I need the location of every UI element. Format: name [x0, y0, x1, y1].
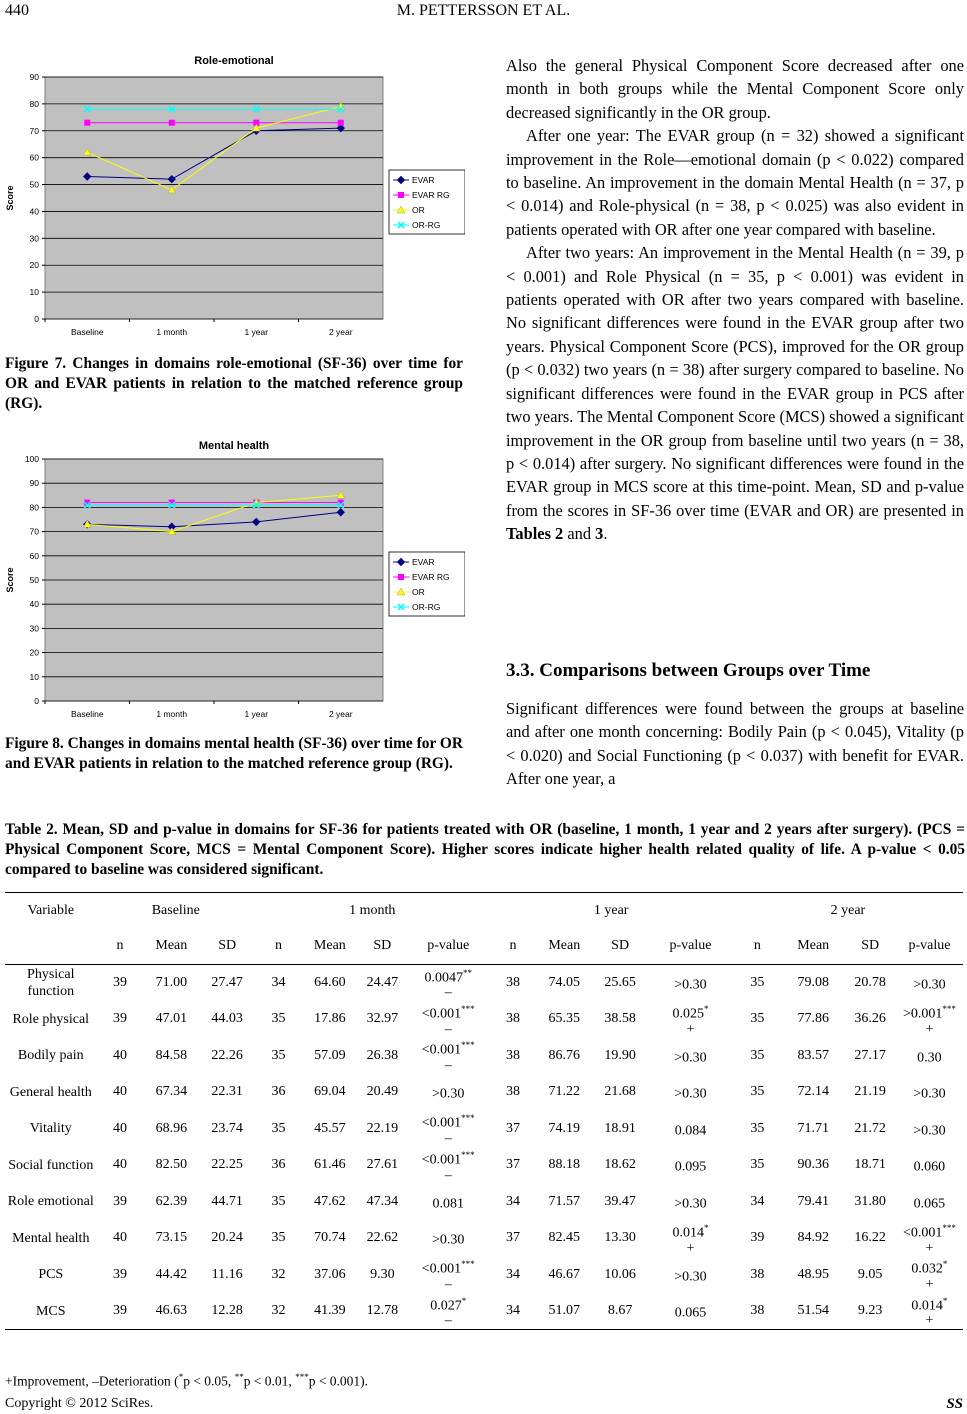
table-cell: 38: [733, 1293, 782, 1330]
table-row: [5, 1074, 963, 1111]
table-cell: General health: [9, 1084, 92, 1100]
table-cell: 21.19: [854, 1084, 886, 1100]
y-tick-label: 60: [29, 152, 39, 163]
journal-abbr: SS: [946, 1396, 963, 1412]
table-cell: PCS: [38, 1267, 64, 1283]
y-tick-label: 30: [29, 233, 39, 244]
table-cell: 72.14: [797, 1084, 829, 1100]
table-cell: 12.28: [199, 1293, 255, 1330]
table-cell: 8.67: [592, 1293, 648, 1330]
table-row: [5, 1257, 963, 1294]
table-cell: 40: [112, 1120, 127, 1136]
p-value-cell: 0.30: [917, 1050, 942, 1066]
p-value-cell: >0.30: [913, 977, 946, 993]
table-cell: 57.09: [314, 1047, 346, 1063]
table-cell: 71.22: [548, 1084, 581, 1100]
table-subheader: SD: [358, 929, 407, 965]
legend-label: OR: [412, 205, 425, 215]
p-value-cell: 0.095: [674, 1160, 707, 1176]
x-tick-label: 2 year: [328, 709, 353, 719]
table-cell: 69.04: [314, 1084, 346, 1100]
y-axis-label: Score: [5, 567, 15, 593]
figure-7-caption: Figure 7. Changes in domains role-emotional (SF-36) over time for OR and EVAR patients in relation to the matched reference group (RG).: [5, 355, 463, 412]
table-cell: 32.97: [366, 1011, 399, 1027]
table-cell: 34: [505, 1266, 520, 1282]
table-cell: 17.86: [314, 1011, 346, 1027]
legend-label: OR: [412, 587, 425, 597]
p-value-cell: >0.30: [431, 1087, 465, 1103]
y-tick-label: 70: [29, 526, 39, 537]
table-cell: 39: [112, 975, 127, 990]
y-tick-label: 50: [29, 575, 39, 585]
table-cell: 11.16: [211, 1266, 243, 1282]
figure-7-chart: [5, 52, 465, 344]
table-cell: Mental health: [12, 1230, 90, 1246]
p-value-cell: >0.30: [674, 1269, 707, 1285]
p-value-cell: <0.001*** –: [421, 1040, 475, 1074]
figure-8-chart: [5, 437, 465, 727]
table-subheader: SD: [199, 929, 255, 965]
legend-marker: [398, 574, 404, 580]
p-value-cell: >0.30: [913, 1123, 946, 1139]
table-cell: 74.05: [548, 975, 581, 990]
data-point: [169, 120, 175, 126]
table-cell: 39.47: [604, 1193, 636, 1209]
p-value-cell: <0.001*** –: [421, 1259, 475, 1293]
p-value-cell: 0.014* +: [672, 1222, 709, 1256]
table-cell: 44.42: [155, 1266, 188, 1282]
table-cell: 39: [750, 1230, 765, 1246]
y-tick-label: 100: [24, 454, 39, 464]
p-value-cell: >0.30: [431, 1233, 465, 1249]
table-subheader: p-value: [896, 929, 963, 965]
p-value-cell: >0.30: [913, 1087, 946, 1103]
table-cell: 71.71: [797, 1120, 829, 1136]
table-cell: 74.19: [548, 1120, 581, 1136]
role-emotional-chart-svg: [5, 52, 465, 344]
table-cell: 27.61: [366, 1157, 399, 1173]
p-value-cell: 0.025* +: [672, 1003, 709, 1037]
table-cell: 44.71: [211, 1193, 243, 1209]
table-subheader: SD: [592, 929, 648, 965]
data-point: [84, 120, 90, 126]
table-cell: 34: [490, 1293, 537, 1330]
p-value-cell: 0.027* –: [407, 1293, 490, 1330]
table-cell: 34: [750, 1193, 765, 1209]
table-subheader: n: [255, 929, 302, 965]
table-cell: 35: [271, 1193, 286, 1209]
table-cell: MCS: [5, 1293, 97, 1330]
table-subheader: n: [97, 929, 144, 965]
table-header: 1 month: [349, 902, 396, 918]
table-cell: 39: [112, 1011, 127, 1027]
y-tick-label: 40: [29, 599, 39, 610]
table-cell: 25.65: [604, 975, 636, 990]
table-cell: 18.62: [604, 1157, 636, 1173]
table-cell: 12.78: [358, 1293, 407, 1330]
table-cell: 26.38: [366, 1047, 399, 1063]
table-cell: 88.18: [548, 1157, 581, 1173]
p-value-cell: >0.30: [674, 977, 707, 993]
table-cell: 79.08: [797, 975, 829, 990]
table-cell: Physical function: [27, 967, 75, 999]
table-cell: 20.78: [854, 975, 886, 990]
y-axis-label: Score: [5, 185, 15, 211]
table-cell: 40: [112, 1230, 127, 1246]
p-value-cell: 0.032* +: [911, 1259, 948, 1293]
table-subheader: Mean: [302, 929, 358, 965]
table-cell: 35: [271, 1120, 286, 1136]
p-value-cell: <0.001*** –: [421, 1149, 475, 1183]
y-tick-label: 10: [29, 671, 39, 682]
table-cell: 34: [505, 1193, 520, 1209]
y-tick-label: 10: [29, 287, 39, 298]
table-header: Variable: [27, 902, 75, 918]
table-2: [5, 892, 963, 1330]
table-subheader: p-value: [407, 929, 490, 965]
y-tick-label: 0: [34, 696, 39, 706]
table-cell: 38: [505, 1011, 520, 1027]
p-value-cell: 0.014* +: [896, 1293, 963, 1330]
table-cell: 73.15: [155, 1230, 188, 1246]
table-cell: 39: [112, 1193, 127, 1209]
table-cell: 46.63: [143, 1293, 199, 1330]
table-cell: 23.74: [211, 1120, 243, 1136]
table-subheader: SD: [845, 929, 896, 965]
p-value-cell: 0.0047** –: [424, 967, 472, 1001]
table-subheader: n: [733, 929, 782, 965]
p-value-cell: >0.001*** +: [902, 1003, 956, 1037]
table-cell: 71.57: [548, 1193, 581, 1209]
table-cell: Role emotional: [7, 1194, 94, 1210]
table-row: [5, 1293, 963, 1330]
table-cell: 22.25: [211, 1157, 243, 1173]
table-cell: 22.62: [366, 1230, 399, 1246]
p-value-cell: 0.065: [913, 1196, 946, 1212]
chart-title: Role-emotional: [194, 55, 274, 67]
table-cell: 90.36: [797, 1157, 829, 1173]
table-cell: 82.45: [548, 1230, 581, 1246]
p-value-cell: 0.065: [648, 1293, 733, 1330]
table-caption: Table 2. Mean, SD and p-value in domains for SF-36 for patients treated with OR (baseline, 1 month, 1 year and 2 years after surgery). (PCS = Physical Component Score, MCS = Mental Component Score). Higher scores indicate higher health related quality of life. A p-value < 0.05 compared to baseline was considered significant.: [5, 821, 965, 878]
table-cell: 35: [750, 1120, 765, 1136]
plot-area: [45, 77, 383, 319]
table-cell: 71.00: [155, 975, 188, 990]
table-cell: 47.01: [155, 1011, 188, 1027]
y-tick-label: 20: [29, 260, 39, 271]
table-cell: 79.41: [797, 1193, 829, 1209]
table-cell: 70.74: [314, 1230, 346, 1246]
legend-label: EVAR: [412, 557, 435, 567]
table-cell: 38: [750, 1266, 765, 1282]
table-cell: 84.58: [155, 1047, 188, 1063]
table-cell: 77.86: [797, 1011, 829, 1027]
right-column-text: [506, 54, 964, 546]
table-cell: 32: [271, 1266, 286, 1282]
table-cell: 51.07: [536, 1293, 592, 1330]
table-row: [5, 1111, 963, 1148]
table-subheader: n: [490, 929, 537, 965]
table-cell: 37: [505, 1120, 520, 1136]
table-cell: 51.54: [782, 1293, 845, 1330]
table-cell: 13.30: [604, 1230, 636, 1246]
x-tick-label: Baseline: [70, 327, 104, 337]
table-cell: 35: [750, 1084, 765, 1100]
x-tick-label: 1 year: [244, 327, 269, 337]
table-row: [5, 1220, 963, 1257]
table-cell: 37.06: [314, 1266, 346, 1282]
x-tick-label: 2 year: [328, 327, 353, 337]
p-value-cell: 0.084: [674, 1123, 707, 1139]
table-cell: Social function: [8, 1157, 94, 1173]
table-header: Baseline: [151, 902, 200, 918]
table-cell: 45.57: [314, 1120, 346, 1136]
table-cell: 65.35: [548, 1011, 581, 1027]
table-cell: 21.68: [604, 1084, 636, 1100]
x-tick-label: 1 month: [156, 709, 188, 719]
table-cell: Bodily pain: [17, 1048, 84, 1064]
copyright: Copyright © 2012 SciRes.: [5, 1396, 154, 1411]
table-cell: 67.34: [155, 1084, 188, 1100]
table-row: [5, 1184, 963, 1221]
legend-label: OR-RG: [412, 602, 441, 612]
table-cell: 22.26: [211, 1047, 243, 1063]
paragraph: After two years: An improvement in the Mental Health (n = 39, p < 0.001) and Role Physical (n = 35, p < 0.001) was evident in patients operated with OR after two years compared with baseline. No significant differences were found in the EVAR group after two years. Physical Component Score (PCS), improved for the OR group (p < 0.032) two years (n = 38) after surgery compared to baseline. No significant differences were found in the EVAR group in PCS after two years. The Mental Component Score (MCS) showed a significant improvement in the OR group from baseline until two years (n = 38, p < 0.014) after surgery. No significant differences were found in the EVAR group in MCS score at this time-point. Mean, SD and p-value from the scores in SF-36 over time (EVAR and OR) are presented in Tables 2 and 3.: [506, 243, 964, 544]
p-value-cell: >0.30: [674, 1087, 707, 1103]
y-tick-label: 40: [29, 206, 39, 217]
paragraph: After one year: The EVAR group (n = 32) showed a significant improvement in the Role—emotional domain (p < 0.022) compared to baseline. An improvement in the domain Mental Health (n = 37, p < 0.014) and Role-physical (n = 38, p < 0.025) was also evident in patients operated with OR after one year compared with baseline.: [506, 126, 964, 239]
table-cell: 40: [112, 1084, 127, 1100]
table-cell: 20.24: [211, 1230, 243, 1246]
table-cell: 35: [271, 1230, 286, 1246]
table-cell: 82.50: [155, 1157, 188, 1173]
p-value-cell: 0.060: [913, 1160, 946, 1176]
table-cell: 21.72: [854, 1120, 886, 1136]
table-cell: 27.17: [854, 1047, 886, 1063]
y-tick-label: 90: [29, 478, 39, 489]
y-tick-label: 30: [29, 623, 39, 634]
table-cell: 27.47: [211, 975, 243, 990]
table-cell: Role physical: [12, 1011, 90, 1027]
table-cell: 35: [750, 1157, 765, 1173]
table-cell: 35: [271, 1011, 286, 1027]
table-cell: 24.47: [366, 975, 399, 990]
x-tick-label: 1 year: [244, 709, 269, 719]
x-tick-label: Baseline: [70, 709, 104, 719]
table-cell: 9.23: [845, 1293, 896, 1330]
table-cell: 40: [112, 1047, 127, 1063]
table-cell: 10.06: [604, 1266, 636, 1282]
table-cell: 38: [505, 1084, 520, 1100]
table-cell: 47.34: [366, 1193, 399, 1209]
table-row: [5, 1001, 963, 1038]
y-tick-label: 0: [34, 314, 39, 324]
y-tick-label: 80: [29, 502, 39, 513]
table-cell: 9.05: [857, 1266, 883, 1282]
table-cell: 18.91: [604, 1120, 636, 1136]
table-cell: 36.26: [854, 1011, 886, 1027]
p-value-cell: >0.30: [674, 1050, 707, 1066]
table-cell: 35: [750, 1047, 765, 1063]
legend-label: OR-RG: [412, 220, 441, 230]
table-cell: 38.58: [604, 1011, 636, 1027]
legend-label: EVAR RG: [412, 190, 450, 200]
y-tick-label: 70: [29, 125, 39, 136]
table-cell: 16.22: [854, 1230, 886, 1246]
chart-title: Mental health: [198, 440, 270, 452]
table-cell: 39: [112, 1266, 127, 1282]
table-cell: 36: [271, 1157, 286, 1173]
table-cell: 35: [750, 1011, 765, 1027]
table-cell: 46.67: [548, 1266, 581, 1282]
y-tick-label: 60: [29, 550, 39, 561]
y-tick-label: 80: [29, 98, 39, 109]
table-cell: 40: [112, 1157, 127, 1173]
table-cell: 39: [97, 1293, 144, 1330]
p-value-cell: <0.001*** –: [421, 1113, 475, 1147]
table-cell: 68.96: [155, 1120, 188, 1136]
table-cell: 9.30: [370, 1266, 395, 1282]
legend-label: EVAR RG: [412, 572, 450, 582]
table-cell: 44.03: [211, 1011, 243, 1027]
page-number: 440: [5, 2, 29, 19]
figure-8-caption: Figure 8. Changes in domains mental health (SF-36) over time for OR and EVAR patients in relation to the matched reference group (RG).: [5, 735, 463, 772]
running-title: M. PETTERSSON ET AL.: [396, 2, 571, 19]
y-tick-label: 50: [29, 179, 39, 190]
paragraph: Also the general Physical Component Score decreased after one month in both groups while the Mental Component Score only decreased significantly in the OR group.: [506, 56, 964, 122]
table-cell: 37: [505, 1157, 520, 1173]
table-subheader: Mean: [143, 929, 199, 965]
table-cell: 48.95: [797, 1266, 829, 1282]
p-value-cell: >0.30: [674, 1196, 707, 1212]
table-row: [5, 965, 963, 1002]
right-column-text-2: [506, 697, 964, 791]
table-cell: 61.46: [314, 1157, 346, 1173]
table-subheader: Mean: [782, 929, 845, 965]
p-value-cell: <0.001*** –: [421, 1003, 475, 1037]
table-cell: 18.71: [854, 1157, 886, 1173]
table-cell: 47.62: [314, 1193, 346, 1209]
table-cell: 22.19: [366, 1120, 399, 1136]
table-cell: 35: [750, 975, 765, 990]
table-cell: 38: [505, 1047, 520, 1063]
p-value-cell: 0.081: [432, 1196, 464, 1212]
table-row: [5, 1038, 963, 1075]
table-cell: 22.31: [211, 1084, 243, 1100]
table-cell: 31.80: [854, 1193, 886, 1209]
table-cell: 19.90: [604, 1047, 636, 1063]
table-cell: 64.60: [314, 975, 346, 990]
table-cell: 86.76: [548, 1047, 581, 1063]
table-header: 2 year: [830, 902, 866, 918]
x-tick-label: 1 month: [156, 327, 188, 337]
table-cell: 35: [271, 1047, 286, 1063]
table-cell: 32: [255, 1293, 302, 1330]
table-cell: 36: [271, 1084, 286, 1100]
y-tick-label: 20: [29, 647, 39, 658]
p-value-cell: <0.001*** +: [902, 1222, 956, 1256]
table-cell: 34: [271, 975, 286, 990]
table-cell: 38: [505, 975, 520, 990]
table-cell: 83.57: [797, 1047, 829, 1063]
table-cell: 62.39: [155, 1193, 188, 1209]
legend-label: EVAR: [412, 175, 435, 185]
table-subheader: Mean: [536, 929, 592, 965]
table-row: [5, 1147, 963, 1184]
legend-marker: [398, 192, 404, 198]
paragraph: Significant differences were found between the groups at baseline and after one month concerning: Bodily Pain (p < 0.045), Vitality (p < 0.020) and Social Functioning (p < 0.037) with benefit for EVAR. After one year, a: [506, 699, 964, 789]
table-cell: Vitality: [29, 1121, 72, 1137]
table-footnote: +Improvement, –Deterioration (*p < 0.05, **p < 0.01, ***p < 0.001).: [5, 1372, 369, 1389]
table-subheader: p-value: [648, 929, 733, 965]
table-header: 1 year: [593, 902, 629, 918]
table-cell: 84.92: [797, 1230, 829, 1246]
table-cell: 20.49: [366, 1084, 399, 1100]
section-heading: 3.3. Comparisons between Groups over Time: [506, 660, 871, 681]
y-tick-label: 90: [29, 72, 39, 82]
table-cell: 37: [505, 1230, 520, 1246]
table-cell: 41.39: [302, 1293, 358, 1330]
mental-health-chart-svg: [5, 437, 465, 727]
data-point: [338, 120, 344, 126]
